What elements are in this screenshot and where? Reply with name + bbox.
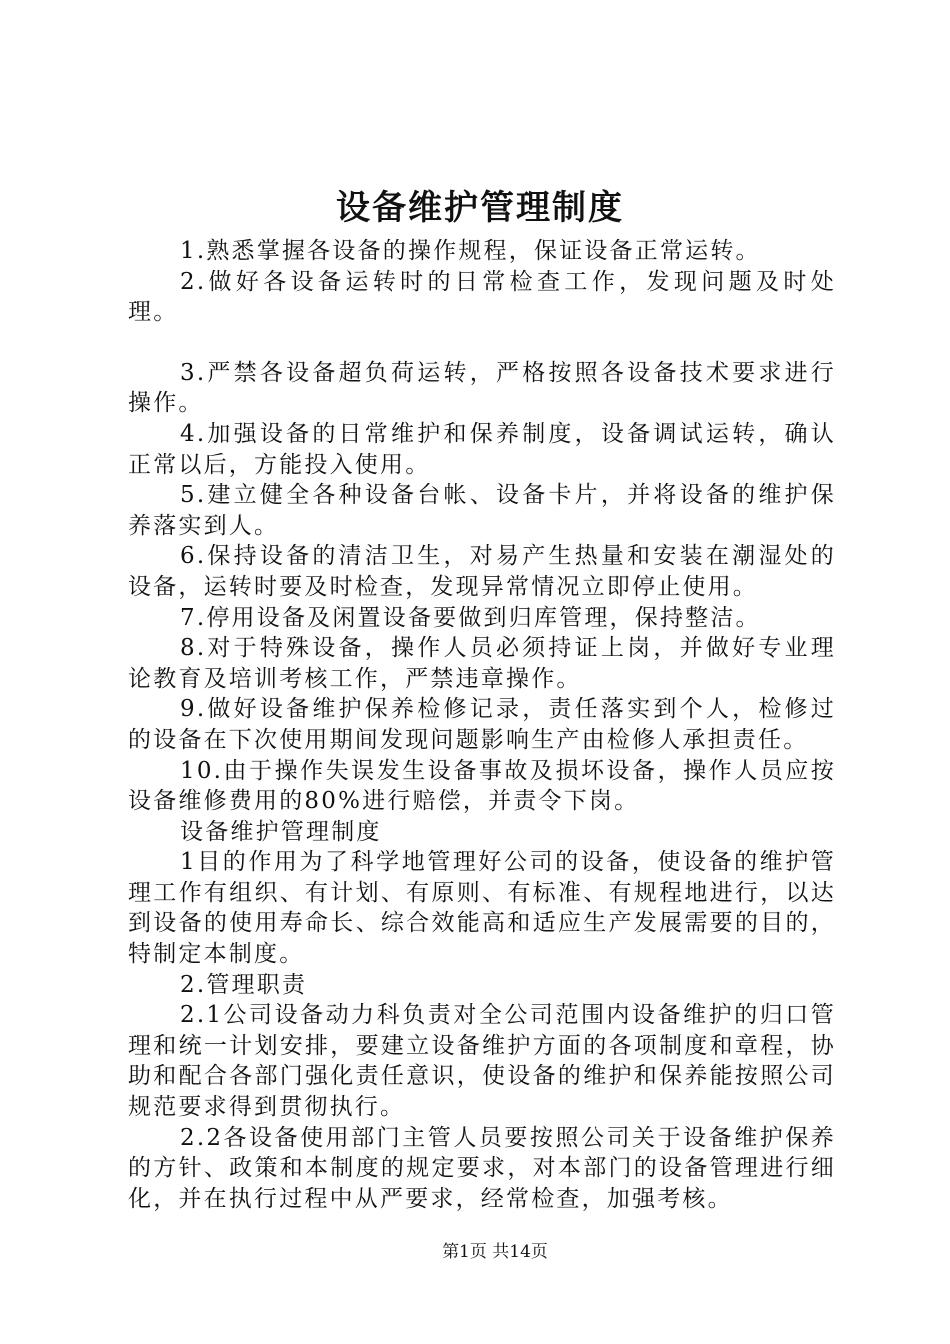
document-title: 设备维护管理制度: [336, 188, 624, 228]
paragraph-7: 7.停用设备及闲置设备要做到归库管理，保持整洁。: [180, 604, 761, 631]
document-body: [128, 236, 836, 1214]
paragraph-4: 4.加强设备的日常维护和保养制度，设备调试运转，确认正常以后，方能投入使用。: [128, 420, 836, 478]
page-number-footer: 第1页 共14页: [442, 1242, 548, 1262]
paragraph-9: 9.做好设备维护保养检修记录，责任落实到个人，检修过的设备在下次使用期间发现问题影响生产由检修人承担责任。: [128, 696, 836, 753]
paragraph-6: 6.保持设备的清洁卫生，对易产生热量和安装在潮湿处的设备，运转时要及时检查，发现异常情况立即停止使用。: [128, 543, 836, 600]
paragraph-2: 2.做好各设备运转时的日常检查工作，发现问题及时处理。: [128, 268, 836, 326]
section-management-duties: 2.管理职责: [180, 971, 308, 998]
paragraph-purpose: 1目的作用为了科学地管理好公司的设备，使设备的维护管理工作有组织、有计划、有原则、有标准、有规程地进行，以达到设备的使用寿命长、综合效能高和适应生产发展需要的目的，特制定本制度。: [128, 849, 836, 968]
paragraph-1: 1.熟悉掌握各设备的操作规程，保证设备正常运转。: [180, 238, 761, 264]
section-heading: 设备维护管理制度: [180, 818, 382, 845]
paragraph-10: 10.由于操作失误发生设备事故及损坏设备，操作人员应按设备维修费用的80%进行赔偿，并责令下岗。: [128, 757, 836, 815]
paragraph-2-2: 2.2各设备使用部门主管人员要按照公司关于设备维护保养的方针、政策和本制度的规定要求，对本部门的设备管理进行细化，并在执行过程中从严要求，经常检查，加强考核。: [128, 1124, 836, 1212]
paragraph-2-1: 2.1公司设备动力科负责对全公司范围内设备维护的归口管理和统一计划安排，要建立设备维护方面的各项制度和章程，协助和配合各部门强化责任意识，使设备的维护和保养能按照公司规范要求得到贯彻执行。: [128, 1002, 836, 1121]
paragraph-3: 3.严禁各设备超负荷运转，严格按照各设备技术要求进行操作。: [128, 359, 836, 417]
paragraph-5: 5.建立健全各种设备台帐、设备卡片，并将设备的维护保养落实到人。: [128, 482, 836, 539]
paragraph-8: 8.对于特殊设备，操作人员必须持证上岗，并做好专业理论教育及培训考核工作，严禁违章操作。: [128, 635, 836, 692]
